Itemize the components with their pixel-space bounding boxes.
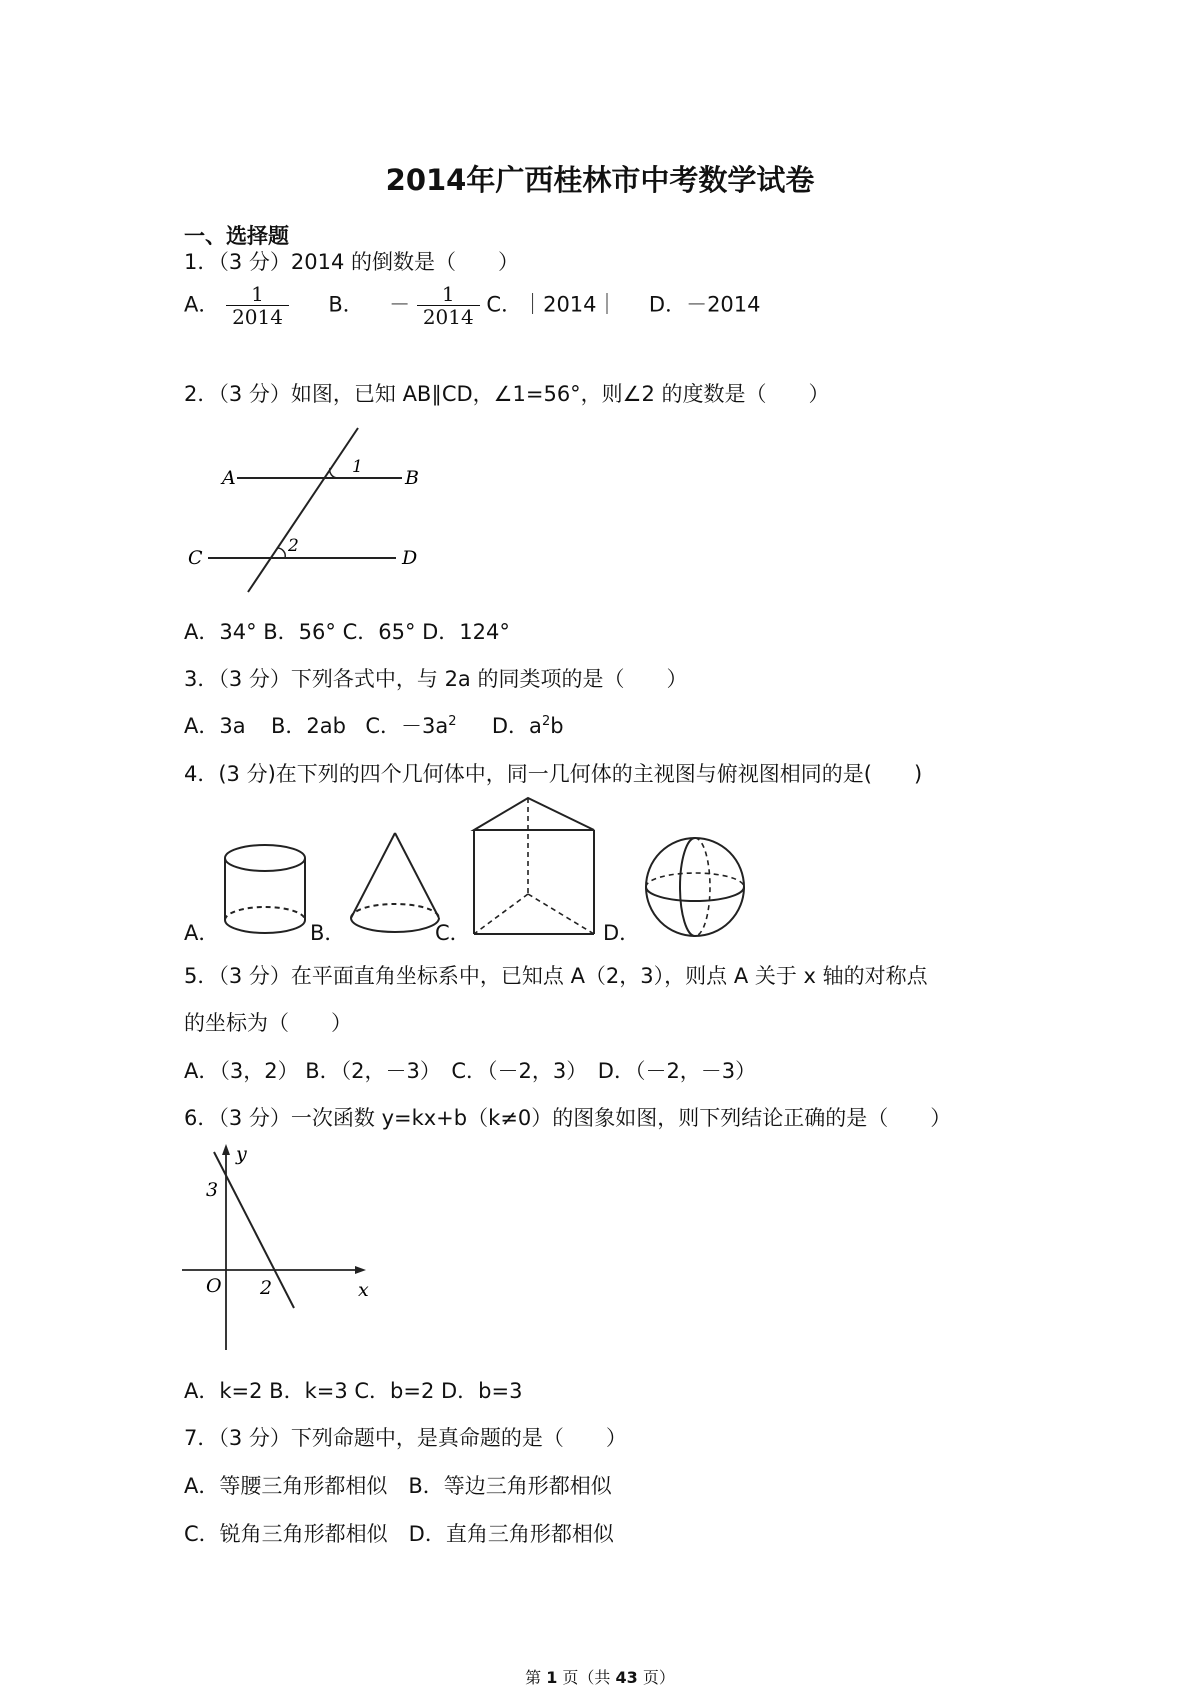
question-1-options	[184, 283, 761, 328]
linear-function-graph	[180, 1140, 380, 1355]
angle-1-label: 1	[352, 457, 363, 477]
footer-prefix: 第	[525, 1668, 547, 1687]
question-5-stem-line-1: 5．（3 分）在平面直角坐标系中，已知点 A（2，3），则点 A 关于 x 轴的对称点	[184, 964, 928, 988]
q3-option-a: A．3a	[184, 714, 246, 738]
point-b-label: B	[405, 467, 419, 489]
q4-option-b-label: B．	[310, 921, 346, 945]
question-1-stem: 1．（3 分）2014 的倒数是（ ）	[184, 250, 520, 274]
q1-b-numerator: 1	[441, 282, 455, 306]
footer-middle: 页（共	[557, 1668, 616, 1687]
q3-d-exponent: 2	[541, 714, 551, 729]
x-axis-label: x	[358, 1279, 369, 1301]
section-heading: 一、选择题	[184, 224, 289, 248]
footer-page-number: 1	[546, 1668, 558, 1687]
question-7-stem: 7．（3 分）下列命题中，是真命题的是（ ）	[184, 1426, 627, 1450]
q3-option-b: B．2ab	[270, 714, 346, 738]
y-intercept-label: 3	[206, 1179, 219, 1201]
q1-b-denominator: 2014	[417, 305, 480, 328]
cone-figure	[345, 828, 445, 940]
q3-option-c: C．－3a	[365, 714, 449, 738]
sphere-figure	[640, 832, 750, 942]
question-6-options: A．k=2 B．k=3 C．b=2 D．b=3	[184, 1379, 523, 1403]
q4-option-d-label: D．	[603, 921, 641, 945]
transversal-line	[248, 428, 358, 592]
question-5-stem-line-2: 的坐标为（ ）	[184, 1011, 352, 1035]
angle-2-arc	[277, 548, 285, 558]
x-intercept-label: 2	[260, 1277, 273, 1299]
point-d-label: D	[402, 547, 418, 569]
question-2-options: A．34° B．56° C．65° D．124°	[184, 620, 510, 644]
y-axis-label: y	[236, 1143, 247, 1165]
q1-option-d: D．－2014	[648, 292, 761, 317]
footer-total-pages: 43	[615, 1668, 638, 1687]
question-4-stem: 4．(3 分)在下列的四个几何体中，同一几何体的主视图与俯视图相同的是( )	[184, 762, 923, 786]
origin-label: O	[206, 1275, 222, 1297]
q3-option-d: D．a	[491, 714, 542, 738]
question-7-options-line-1: A．等腰三角形都相似 B．等边三角形都相似	[184, 1474, 612, 1498]
angle-2-label: 2	[288, 536, 299, 556]
question-3-stem: 3．（3 分）下列各式中，与 2a 的同类项的是（ ）	[184, 667, 688, 691]
footer-suffix: 页）	[637, 1668, 675, 1687]
triangular-prism-figure	[468, 794, 600, 940]
q1-a-denominator: 2014	[226, 305, 289, 328]
q4-option-a-label: A．	[184, 921, 220, 945]
question-6-stem: 6．（3 分）一次函数 y=kx+b（k≠0）的图象如图，则下列结论正确的是（ ）	[184, 1106, 952, 1130]
point-c-label: C	[188, 547, 203, 569]
question-2-stem: 2．（3 分）如图，已知 AB∥CD，∠1=56°，则∠2 的度数是（ ）	[184, 382, 830, 406]
page-footer	[0, 1665, 1200, 1688]
page-title: 2014年广西桂林市中考数学试卷	[385, 163, 815, 197]
q3-c-exponent: 2	[448, 714, 457, 729]
cylinder-figure	[220, 840, 310, 940]
q1-option-a-fraction	[226, 283, 289, 328]
q3-option-d-tail: b	[550, 714, 564, 738]
q1-option-a-label: A．	[184, 292, 220, 317]
q1-option-b-fraction	[417, 283, 480, 328]
question-3-options	[184, 710, 564, 740]
parallel-lines-figure	[180, 420, 440, 595]
q1-option-c: C．｜2014｜	[486, 292, 618, 317]
q4-option-c-label: C．	[435, 921, 471, 945]
question-7-options-line-2: C．锐角三角形都相似 D．直角三角形都相似	[184, 1522, 614, 1546]
question-5-options: A．（3，2） B．（2，－3） C．（－2，3） D．（－2，－3）	[184, 1059, 757, 1083]
q1-option-b-sign: －	[389, 292, 411, 317]
q1-option-b-label: B．	[328, 292, 364, 317]
q1-a-numerator: 1	[251, 282, 264, 306]
point-a-label: A	[222, 467, 236, 489]
